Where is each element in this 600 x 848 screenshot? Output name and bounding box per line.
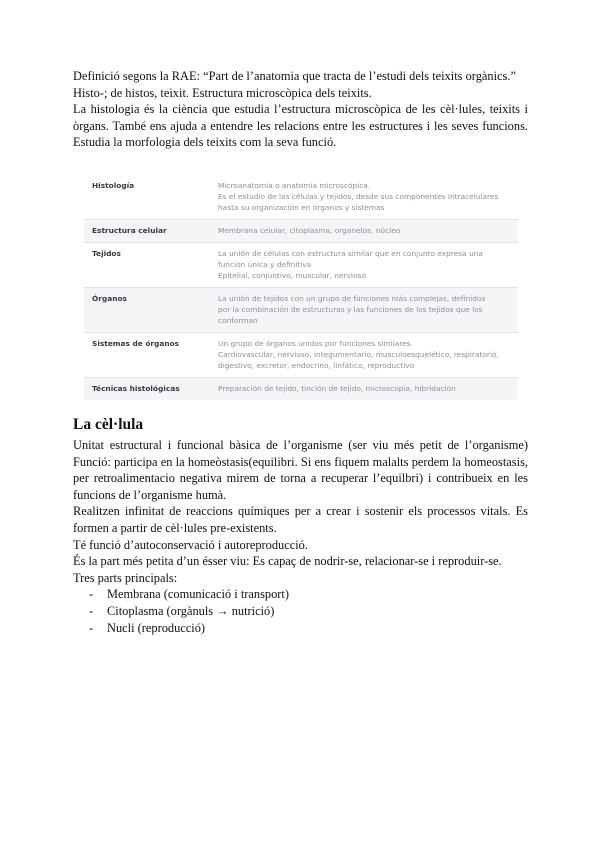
list-dash: - [89,587,94,602]
table-row [84,219,518,242]
table-definition: La unión de células con estructura similar que en conjunto expresa una función única y definitiva Epitelial, conjuntivo, muscular, nervioso [210,242,518,287]
table-row [84,242,518,287]
cell-reactions: Realitzen infinitat de reaccions químiques per a crear i sostenir els processos vitals. Es formen a partir de cèl·lules pre-existents. [73,504,528,535]
histology-description: La histologia és la ciència que estudia l’estructura microscòpica de les cèl·lules, teixits i òrgans. També ens ajuda a entendre les relacions entre les estructures i les seves funcions. Estudia la morfologia dels teixits com la seva funció. [73,102,528,150]
table-term: Sistemas de órganos [84,332,210,377]
table-term: Órganos [84,287,210,332]
table-row [84,332,518,377]
table-definition: Membrana celular, citoplasma, organelos, núcleo [210,219,518,242]
table-definition: Un grupo de órganos unidos por funciones similares. Cardiovascular, nervioso, integumentario, musculoesquelético, respiratorio, digestivo, excretor, endocrino, linfático, reproductivo [210,332,518,377]
table-row [84,287,518,332]
table-definition: Microanatomía o anatomía microscópica. Es el estudio de las células y tejidos, desde sus componentes intracelulares hasta su organización en órganos y sistemas [210,175,518,220]
list-dash: - [89,620,94,635]
cell-parts-intro: Tres parts principals: [73,570,178,585]
table-row [84,377,518,400]
table-definition: Preparación de tejido, tinción de tejido, microscopía, hibridación [210,377,518,400]
list-item-text: Citoplasma (orgànuls → nutrició) [107,603,275,618]
list-dash: - [89,603,94,618]
cell-parts-list [73,586,528,636]
cell-heading: La cèl·lula [73,415,144,433]
document-page [73,68,528,636]
list-item [89,620,528,637]
list-item [89,586,528,603]
list-item [89,603,528,620]
table-term: Tejidos [84,242,210,287]
table-row [84,175,518,220]
table-term: Histología [84,175,210,220]
cell-definition: Unitat estructural i funcional bàsica de l’organisme (ser viu més petit de l’organisme) Funció: participa en la homeòstasis(equilibri. Si ens fiquem malalts perdem la homeostasis, per retroalimentacio negativa mirem de torna a recuperar l’equilbri) i contribueix en les funcions de l’organisme humà. [73,437,528,502]
histology-table [84,175,518,400]
table-term: Técnicas histológicas [84,377,210,400]
list-item-text: Nucli (reproducció) [107,620,206,635]
rae-definition: Definició segons la RAE: “Part de l’anatomia que tracta de l’estudi dels teixits orgànics.” [73,69,516,83]
etymology-line: Histo-; de histos, teixit. Estructura microscòpica dels teixits. [73,85,372,100]
table-definition: La unión de tejidos con un grupo de funciones más complejas, definidos por la combinación de estructuras y las funciones de los tejidos que los conforman [210,287,518,332]
list-item-text: Membrana (comunicació i transport) [107,587,290,602]
cell-function: Té funció d’autoconservació i autoreproducció. [73,537,308,552]
cell-smallest-unit: És la part més petita d’un ésser viu: Es capaç de nodrir-se, relacionar-se i reproduir-se. [73,554,502,569]
table-term: Estructura celular [84,219,210,242]
